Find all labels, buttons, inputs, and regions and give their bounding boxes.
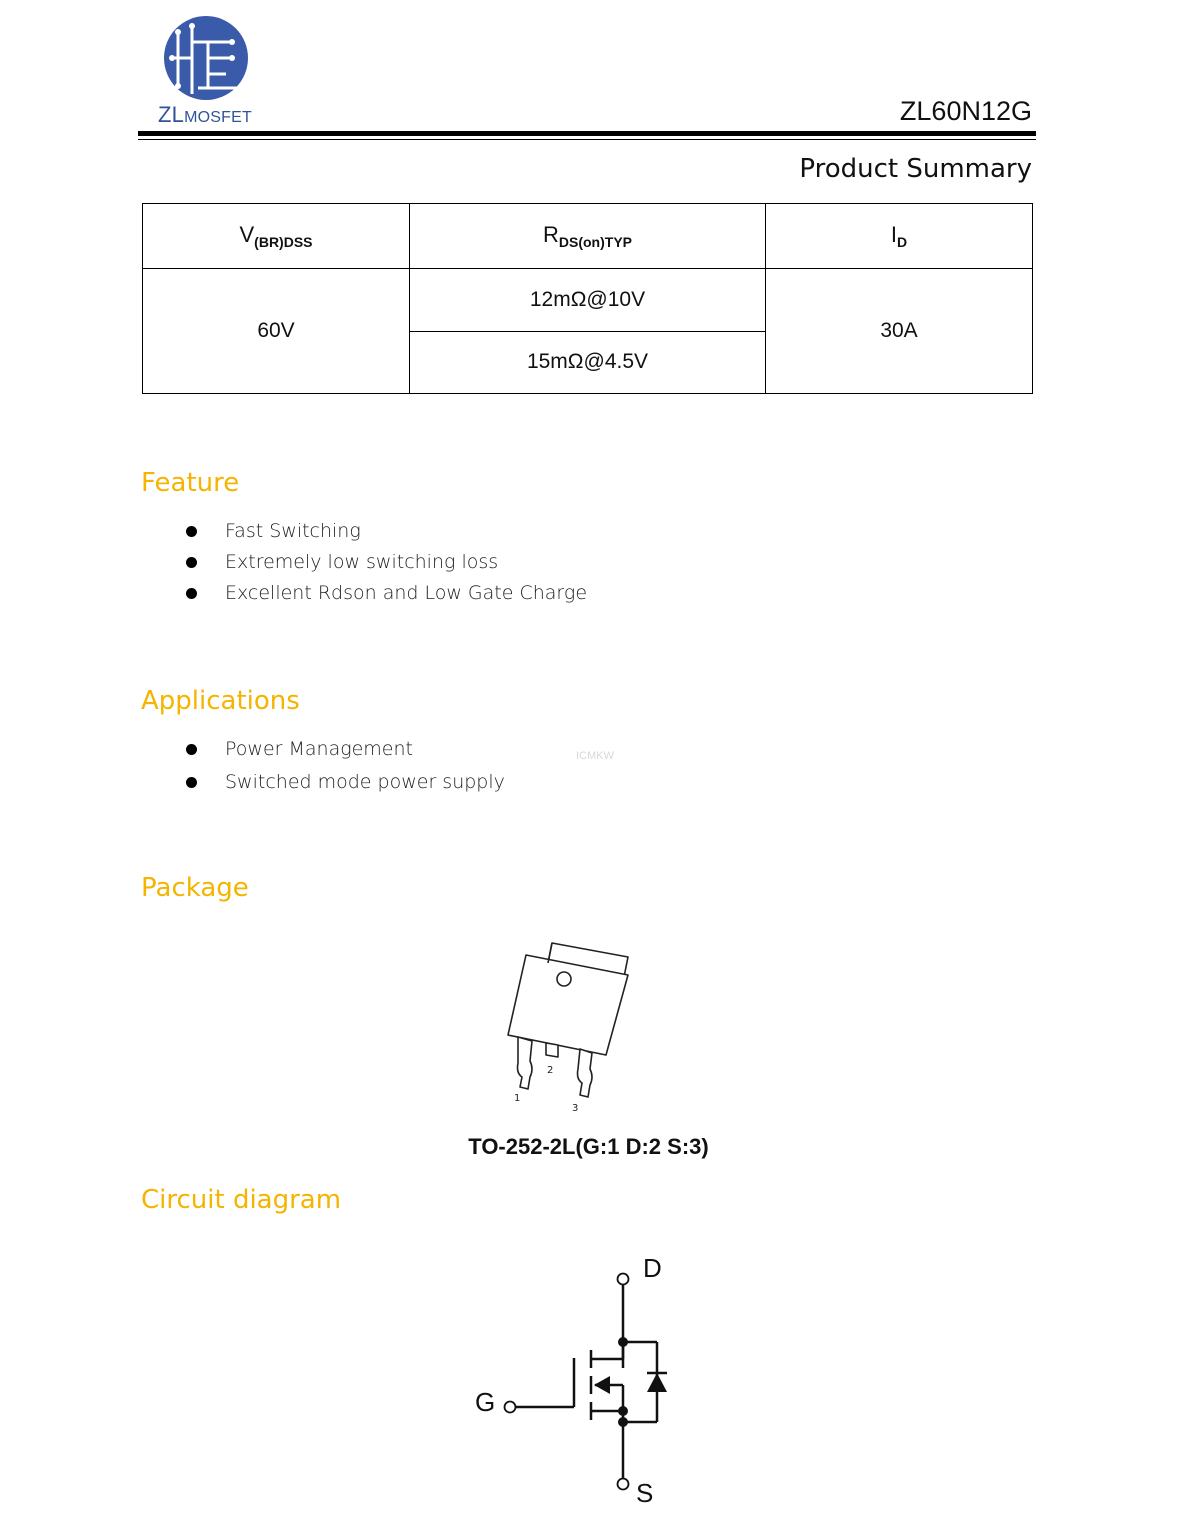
list-item: Extremely low switching loss (184, 547, 587, 578)
cell-rdson-10v: 12mΩ@10V (410, 269, 766, 332)
package-title: Package (141, 873, 249, 903)
watermark: ICMKW (576, 750, 614, 762)
col-header-rdson: $R_{DS(on)TYP}$ (410, 204, 766, 269)
pin-label-1: 1 (514, 1093, 521, 1104)
header-rule-thin (138, 139, 1036, 140)
list-item: Switched mode power supply (184, 767, 505, 798)
terminal-label-gate: G (475, 1387, 496, 1417)
package-caption: TO-252-2L(G:1 D:2 S:3) (468, 1134, 709, 1159)
feature-list (184, 516, 587, 609)
product-summary-table (142, 203, 1033, 394)
cell-rdson-4v5: 15mΩ@4.5V (410, 331, 766, 394)
pin-label-3: 3 (572, 1103, 579, 1114)
circuit-title: Circuit diagram (141, 1185, 342, 1215)
list-item: Power Management (184, 734, 505, 765)
summary-title: Product Summary (799, 154, 1032, 184)
cell-vbrdss: 60V (143, 269, 410, 394)
applications-list (184, 734, 505, 798)
col-header-id: $I_D$ (766, 204, 1033, 269)
pin-label-2: 2 (547, 1065, 554, 1076)
feature-title: Feature (141, 468, 240, 498)
mosfet-symbol (460, 1250, 700, 1510)
bullet-icon (186, 557, 197, 568)
bullet-icon (186, 744, 197, 755)
bullet-icon (186, 588, 197, 599)
bullet-icon (186, 526, 197, 537)
package-drawing (490, 937, 650, 1117)
header-rule (138, 131, 1036, 136)
cell-id: 30A (766, 269, 1033, 394)
applications-title: Applications (141, 686, 300, 716)
bullet-icon (186, 777, 197, 788)
list-item: Excellent Rdson and Low Gate Charge (184, 578, 587, 609)
logo-wordmark: ZLMOSFET (158, 102, 252, 127)
part-number: ZL60N12G (899, 96, 1032, 126)
col-header-vbrdss: $V_{(BR)DSS}$ (143, 204, 410, 269)
terminal-label-drain: D (643, 1253, 662, 1283)
terminal-label-source: S (636, 1478, 654, 1508)
list-item: Fast Switching (184, 516, 587, 547)
